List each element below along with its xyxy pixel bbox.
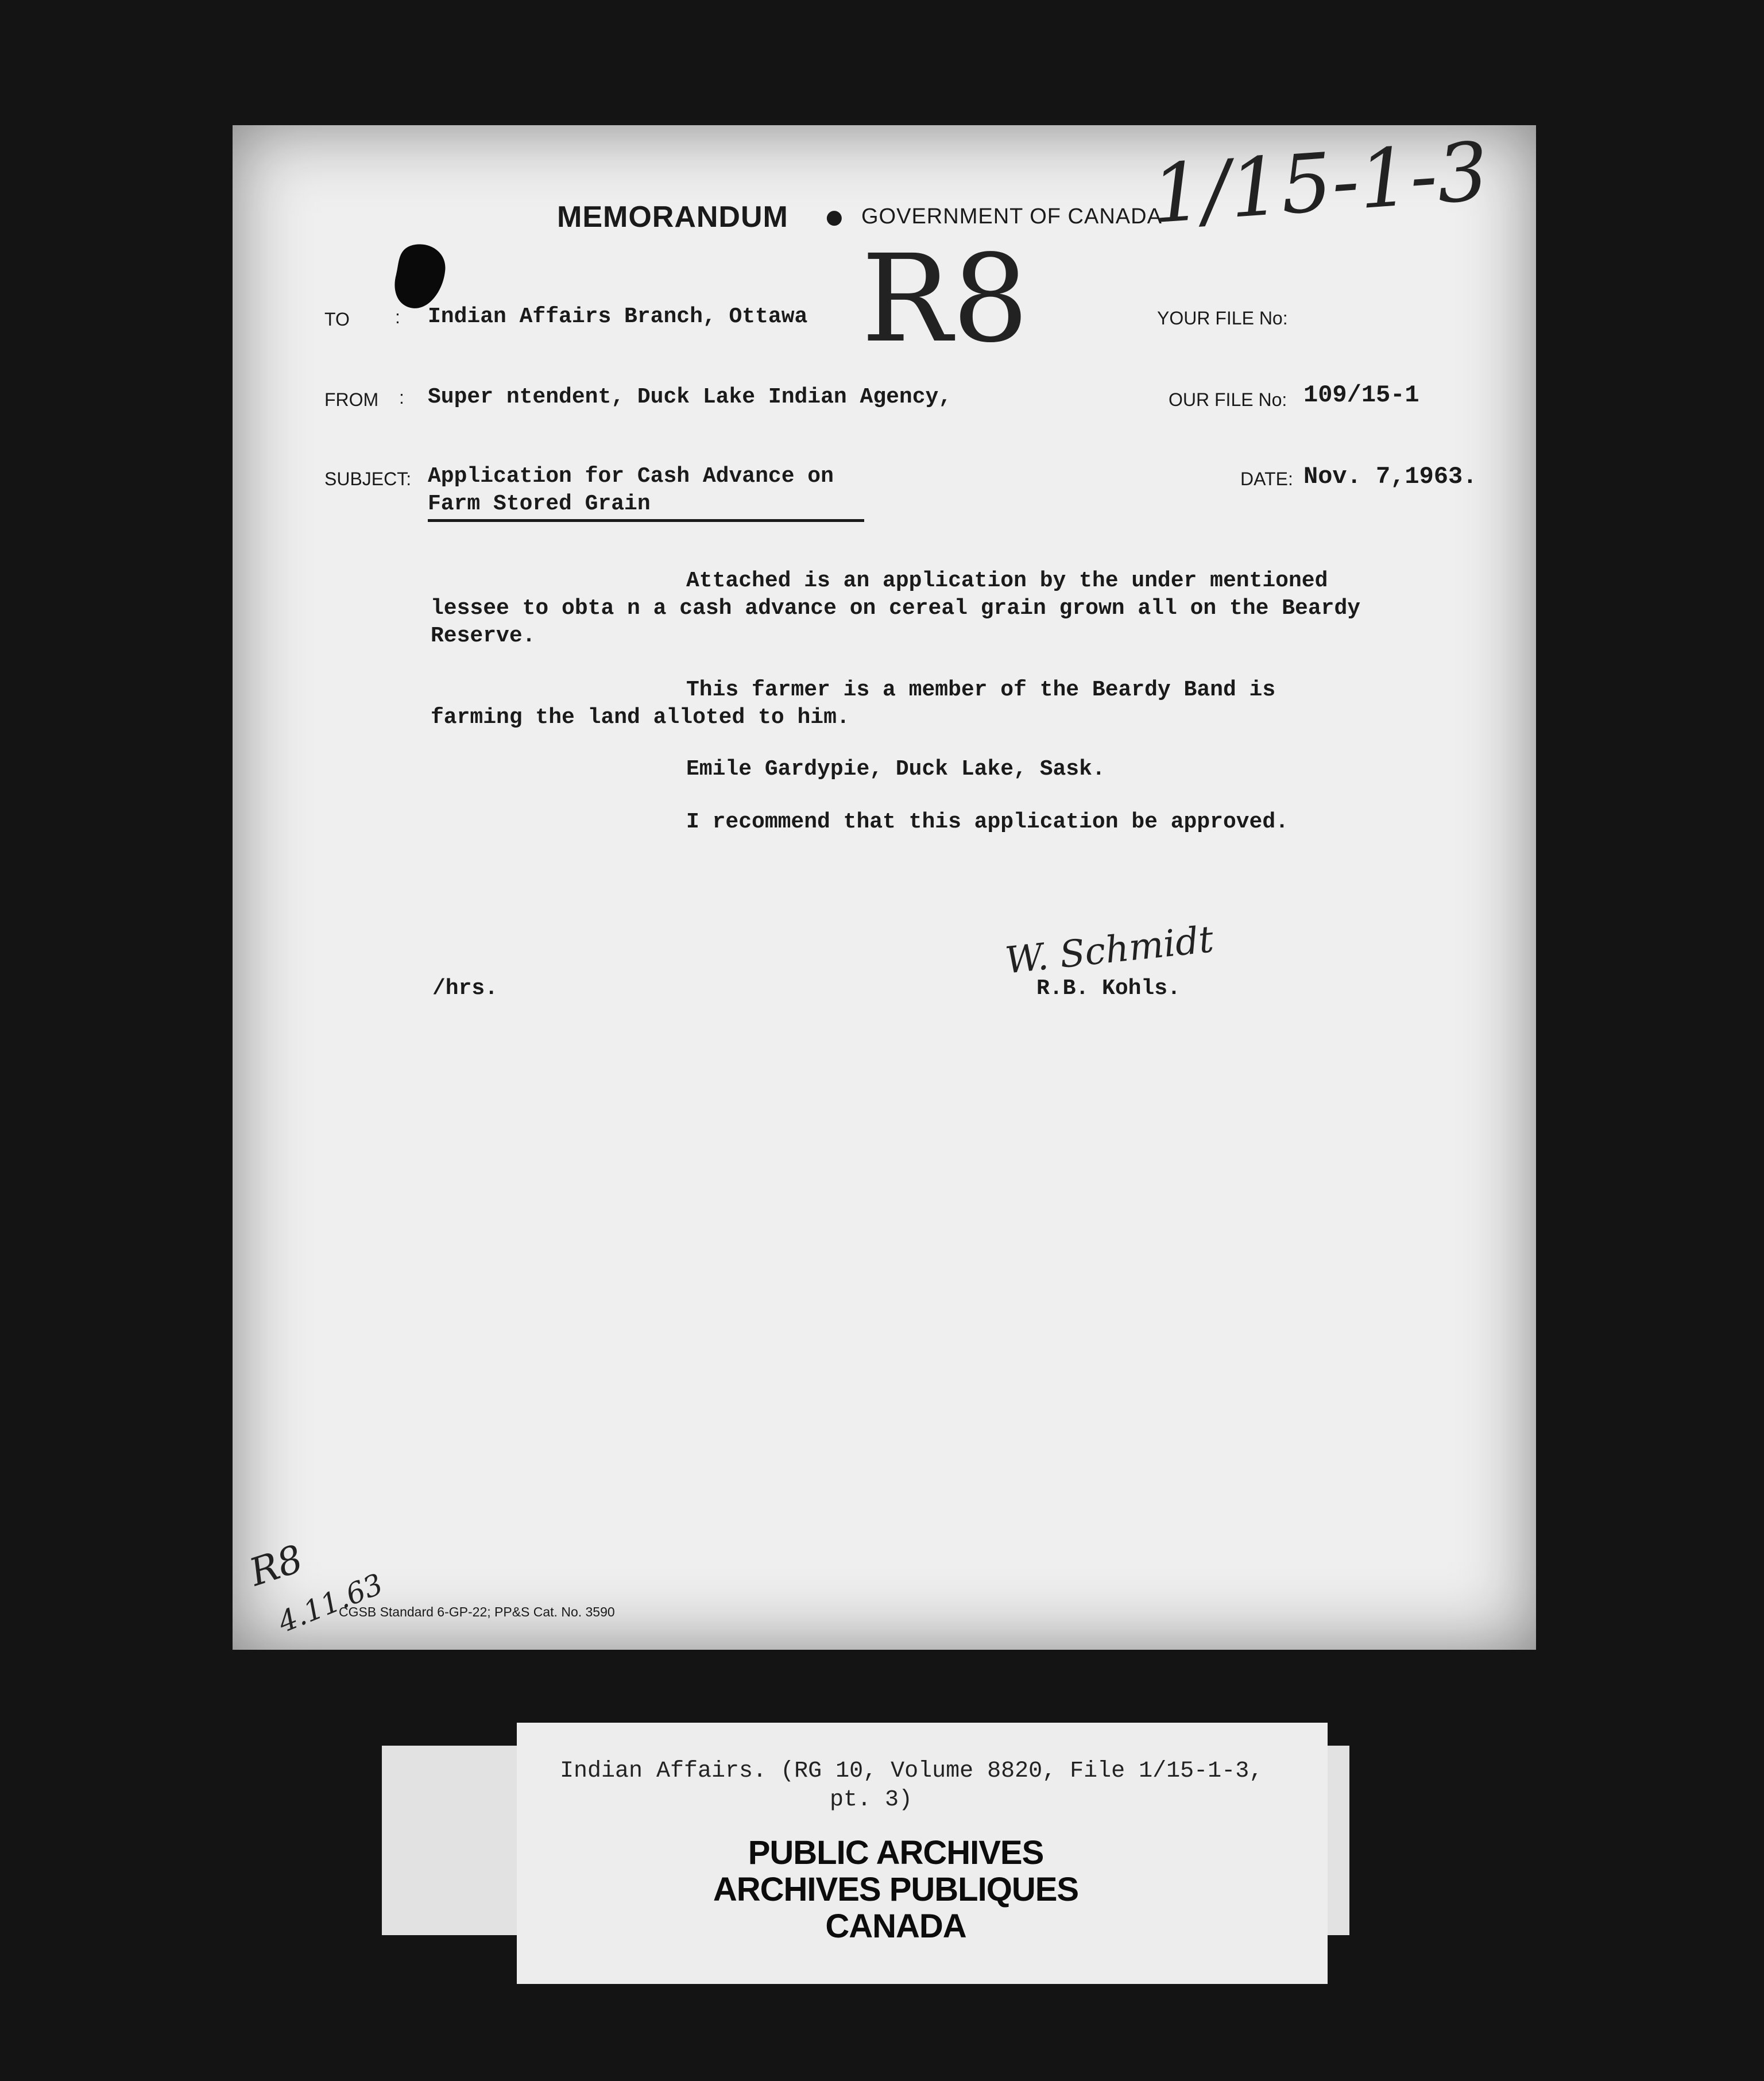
your-file-label: YOUR FILE No: (1157, 308, 1288, 328)
subject-underline (428, 519, 864, 522)
ink-blot (388, 240, 451, 315)
margin-note-2: 4.11.63 (273, 1567, 388, 1639)
archive-label (517, 1723, 1328, 1984)
memo-sheet (233, 125, 1536, 1650)
body-p2-line1: This farmer is a member of the Beardy Band is (686, 678, 1276, 702)
to-label: TO (324, 309, 350, 330)
body-p1-line2: lessee to obta n a cash advance on cereal grain grown all on the Beardy (431, 596, 1361, 621)
body-p2-line2: farming the land alloted to him. (431, 705, 850, 730)
archive-reference-line-1: Indian Affairs. (RG 10, Volume 8820, File 1/15-1-3, (560, 1758, 1263, 1784)
typist-initials: /hrs. (432, 976, 498, 1001)
to-value: Indian Affairs Branch, Ottawa (428, 304, 808, 329)
subject-label: SUBJECT: (324, 469, 412, 489)
body-p1-line3: Reserve. (431, 624, 536, 648)
subject-line-2: Farm Stored Grain (428, 492, 651, 516)
stamp-line-2: ARCHIVES PUBLIQUES (713, 1871, 1079, 1908)
body-recommend-line: I recommend that this application be approved. (686, 810, 1289, 834)
memo-heading: MEMORANDUM (557, 200, 788, 234)
subject-line-1: Application for Cash Advance on (428, 464, 834, 489)
date-label: DATE: (1240, 469, 1293, 489)
our-file-value: 109/15-1 (1303, 381, 1419, 409)
stamp-line-3: CANADA (825, 1908, 966, 1945)
from-value: Super ntendent, Duck Lake Indian Agency, (428, 385, 952, 409)
from-label: FROM (324, 389, 379, 410)
handwritten-signature: W. Schmidt (1003, 918, 1216, 983)
form-code: CGSB Standard 6-GP-22; PP&S Cat. No. 3590 (339, 1604, 615, 1619)
to-colon: : (395, 307, 400, 327)
memo-heading-org: GOVERNMENT OF CANADA (861, 204, 1162, 229)
archive-stamp (678, 1835, 1114, 1945)
archive-reference-line-2: pt. 3) (830, 1787, 913, 1813)
signature-typed: R.B. Kohls. (1036, 976, 1181, 1001)
handwritten-marker: R8 (861, 229, 1029, 369)
body-p1-line1: Attached is an application by the under mentioned (686, 568, 1328, 593)
our-file-label: OUR FILE No: (1169, 389, 1287, 410)
from-colon: : (399, 387, 404, 408)
date-value: Nov. 7,1963. (1303, 463, 1477, 490)
bullet-icon: ● (826, 206, 843, 229)
stamp-line-1: PUBLIC ARCHIVES (748, 1834, 1044, 1871)
handwritten-file-number: 1/15-1-3 (1148, 125, 1492, 242)
body-name-line: Emile Gardypie, Duck Lake, Sask. (686, 757, 1105, 782)
margin-note-1: R8 (244, 1536, 308, 1595)
